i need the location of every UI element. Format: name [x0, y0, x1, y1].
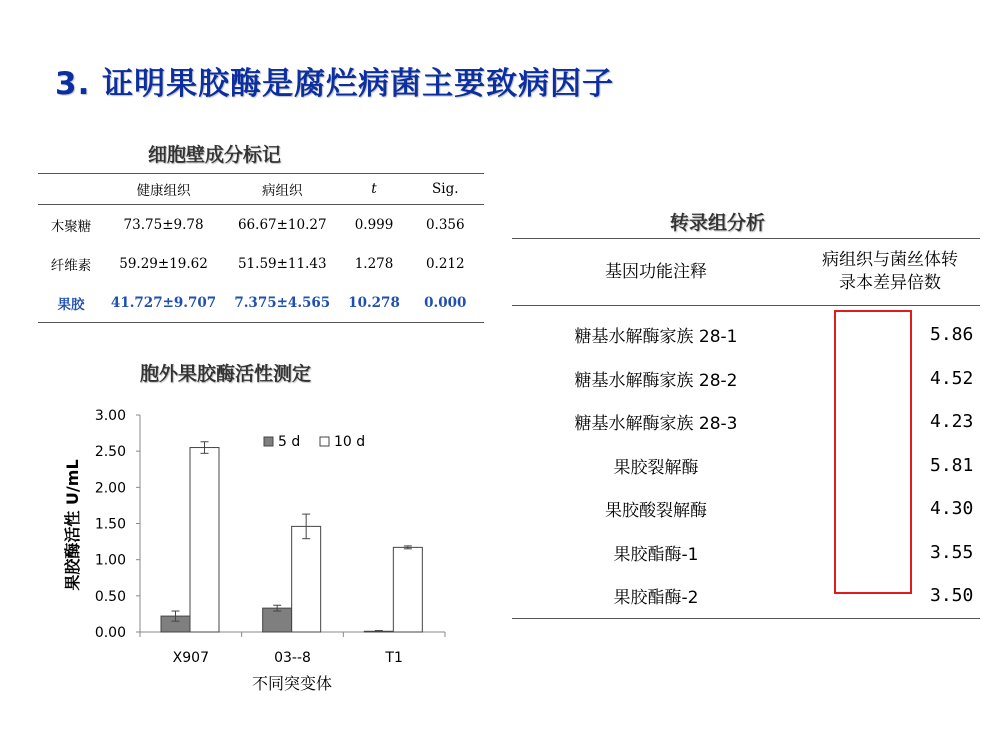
table1-title: 细胞壁成分标记: [148, 144, 282, 166]
table2-title: 转录组分析: [670, 212, 766, 234]
table-header-line: 录本差异倍数: [839, 273, 941, 293]
legend-label: 5 d: [278, 434, 301, 450]
table-cell: 0.000: [407, 283, 484, 323]
slide-title: 3. 证明果胶酶是腐烂病菌主要致病因子: [55, 66, 615, 102]
y-tick-label: 2.00: [94, 480, 126, 497]
table-cell-value: 3.50: [800, 574, 980, 618]
table-header-line: 病组织与菌丝体转: [822, 250, 958, 270]
table-header: [800, 239, 980, 306]
x-tick-label: X907: [172, 650, 209, 666]
y-tick-label: 2.50: [94, 444, 126, 461]
table-header: 基因功能注释: [512, 239, 800, 306]
y-tick-label: 3.00: [94, 408, 126, 424]
table-header: 病组织: [223, 174, 341, 205]
table-row: [38, 244, 484, 283]
table-cell: 73.75±9.78: [123, 216, 204, 233]
table-header: Sig.: [407, 174, 484, 205]
x-tick-label: T1: [385, 650, 403, 666]
table-row: [38, 205, 484, 245]
table-row-highlighted: [38, 283, 484, 323]
chart-bars: [161, 442, 422, 632]
pectinase-activity-chart: [0, 395, 500, 705]
table-header-row: [38, 174, 484, 205]
y-tick-label: 0.50: [94, 588, 126, 605]
y-tick-label: 1.00: [94, 552, 126, 569]
table-cell-value: 5.86: [930, 324, 974, 346]
table-cell: 纤维素: [50, 257, 92, 274]
table-cell: 51.59±11.43: [237, 255, 327, 272]
bar-10d-X907: [190, 448, 219, 632]
bar-10d-03--8: [292, 526, 321, 632]
legend-swatch: [320, 437, 329, 446]
y-tick-label: 1.50: [94, 516, 126, 533]
table-header: 健康组织: [104, 174, 223, 205]
table-cell-value: 3.55: [930, 541, 974, 563]
legend-label: 10 d: [334, 434, 366, 450]
table-cell-value: 4.30: [930, 498, 974, 520]
table-cell: 糖基水解酶家族 28-3: [574, 414, 738, 435]
table-cell: 0.999: [354, 216, 394, 233]
table-cell: 7.375±4.565: [223, 283, 341, 323]
table-cell: 木聚糖: [50, 218, 92, 235]
table-cell: 1.278: [354, 255, 394, 272]
table-cell: 果胶: [38, 283, 104, 323]
chart-legend: [264, 434, 365, 450]
table-cell: 41.727±9.707: [104, 283, 223, 323]
table-cell: 糖基水解酶家族 28-1: [574, 327, 738, 348]
bar-5d-03--8: [263, 608, 292, 632]
legend-swatch: [264, 437, 273, 446]
bar-10d-T1: [393, 547, 422, 632]
table-cell: 0.356: [425, 216, 465, 233]
cell-wall-table: [38, 173, 484, 323]
chart-title: 胞外果胶酶活性测定: [140, 363, 312, 385]
table-header-row: [512, 239, 980, 306]
table-header: t: [341, 174, 406, 205]
x-axis-label: 不同突变体: [251, 674, 333, 693]
highlight-box: [834, 310, 912, 594]
table-cell: 糖基水解酶家族 28-2: [574, 370, 738, 391]
table-cell-value: 5.81: [930, 454, 974, 476]
y-tick-label: 0.00: [94, 625, 126, 641]
table-cell-value: 4.23: [930, 411, 974, 433]
table-cell: 10.278: [341, 283, 406, 323]
table-cell: 果胶酯酶-1: [613, 544, 699, 565]
x-tick-label: 03--8: [274, 650, 311, 666]
table-cell: 0.212: [425, 255, 465, 272]
table-cell: 66.67±10.27: [237, 216, 327, 233]
table-cell: 59.29±19.62: [119, 255, 208, 272]
table-cell-value: 4.52: [930, 367, 974, 389]
table-cell: 果胶裂解酶: [613, 457, 699, 478]
y-axis-label: 果胶酶活性 U/mL: [63, 459, 82, 591]
table-cell: 果胶酯酶-2: [512, 574, 800, 618]
table-header: [38, 174, 104, 205]
table-cell: 果胶酸裂解酶: [605, 501, 707, 522]
